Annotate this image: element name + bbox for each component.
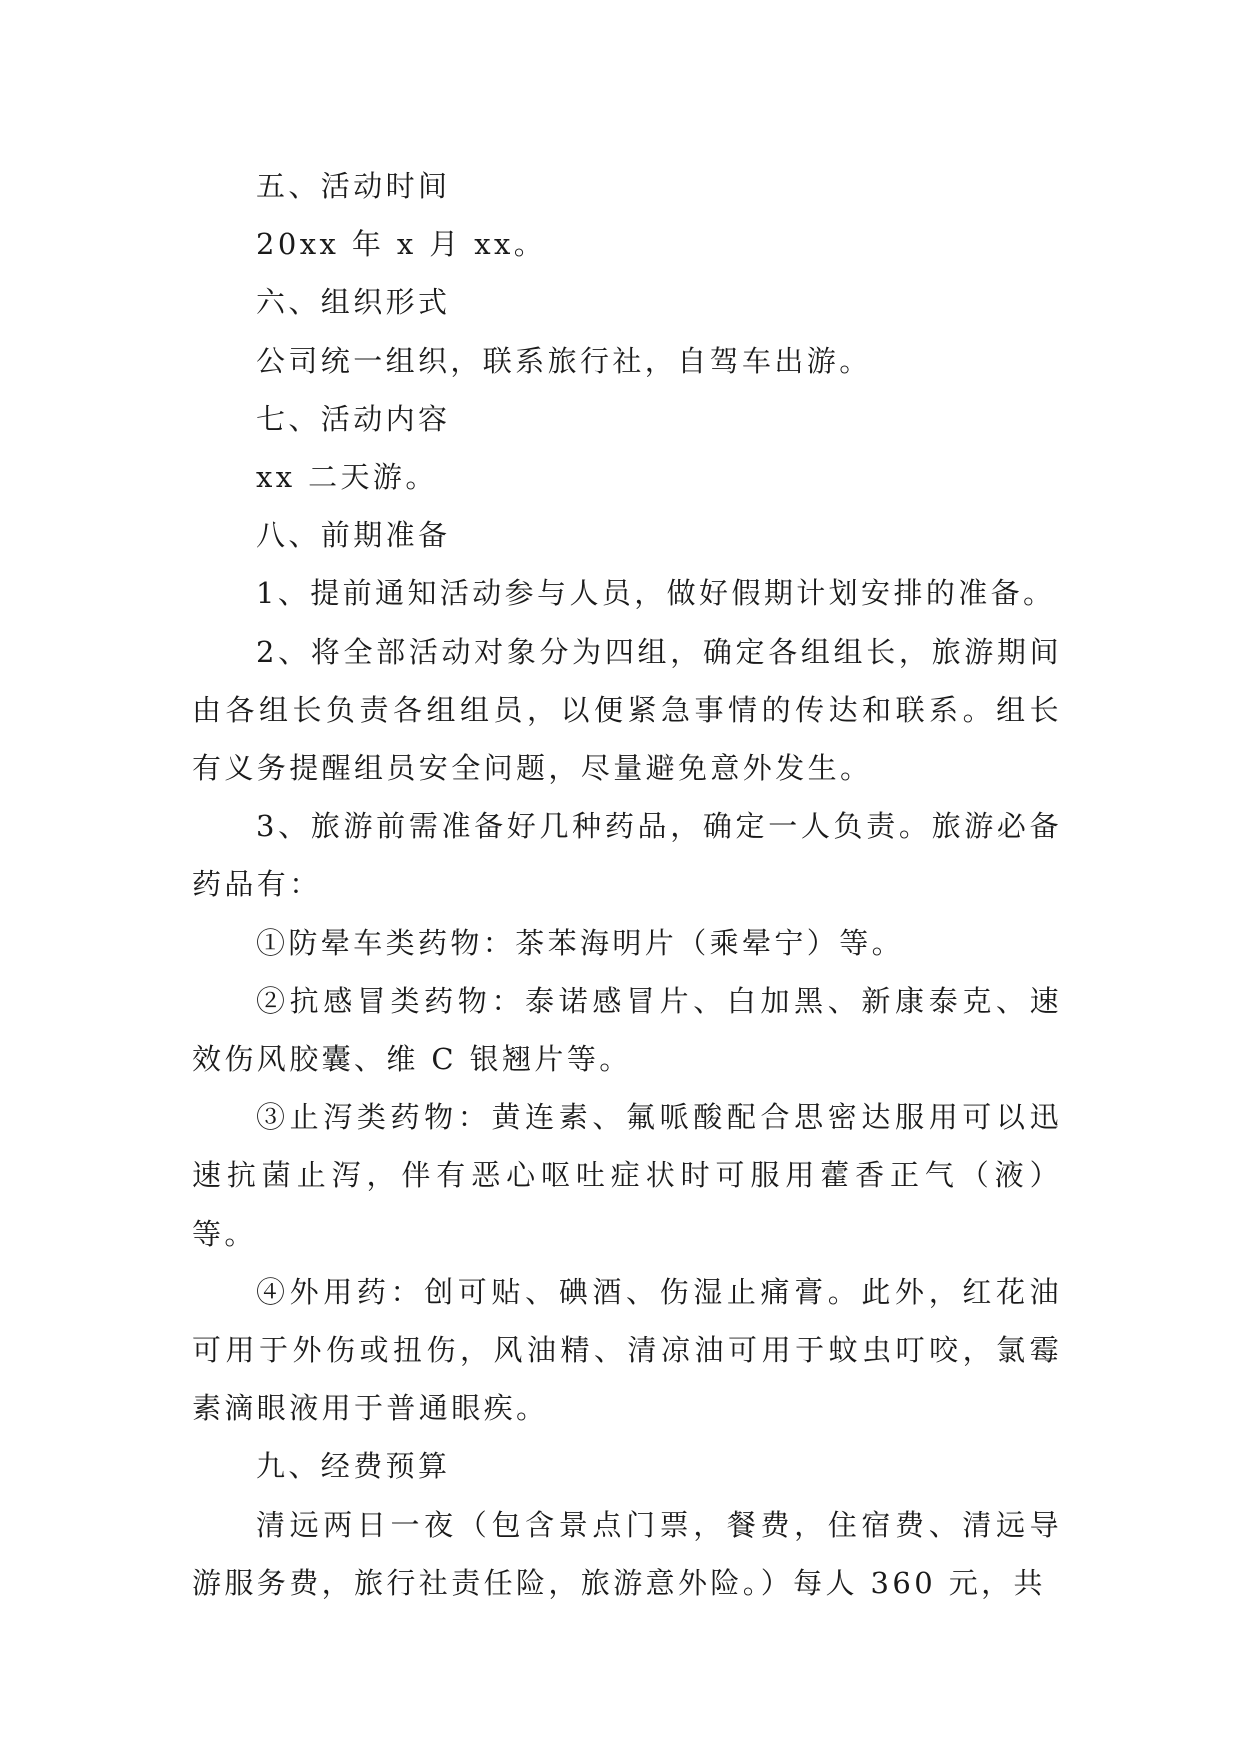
paragraph-prep-1: 1、提前通知活动参与人员，做好假期计划安排的准备。 [256, 576, 1056, 611]
paragraph-prep-3: 3、旅游前需准备好几种药品，确定一人负责。旅游必备药品有： [192, 809, 1062, 902]
heading-organization-form: 六、组织形式 [256, 285, 451, 320]
paragraph-medicine-3: ③止泻类药物：黄连素、氟哌酸配合思密达服用可以迅速抗菌止泻，伴有恶心呕吐症状时可服用藿香正气（液）等。 [192, 1100, 1062, 1251]
paragraph-activity-content: xx 二天游。 [256, 460, 438, 495]
paragraph-medicine-1: ①防晕车类药物：茶苯海明片（乘晕宁）等。 [256, 925, 905, 960]
heading-budget: 九、经费预算 [256, 1449, 451, 1484]
heading-preparation: 八、前期准备 [256, 518, 451, 553]
paragraph-prep-2: 2、将全部活动对象分为四组，确定各组组长，旅游期间由各组长负责各组组员，以便紧急事情的传达和联系。组长有义务提醒组员安全问题，尽量避免意外发生。 [192, 634, 1062, 786]
paragraph-activity-date: 20xx 年 x 月 xx。 [256, 227, 547, 262]
document-body [192, 157, 1062, 1612]
paragraph-medicine-2: ②抗感冒类药物：泰诺感冒片、白加黑、新康泰克、速效伤风胶囊、维 C 银翘片等。 [192, 983, 1062, 1077]
paragraph-medicine-4: ④外用药：创可贴、碘酒、伤湿止痛膏。此外，红花油可用于外伤或扭伤，风油精、清凉油可用于蚊虫叮咬，氯霉素滴眼液用于普通眼疾。 [192, 1274, 1062, 1426]
heading-activity-content: 七、活动内容 [256, 401, 451, 436]
heading-activity-time: 五、活动时间 [256, 169, 451, 203]
paragraph-budget: 清远两日一夜（包含景点门票，餐费，住宿费、清远导游服务费，旅行社责任险，旅游意外险。）每人 360 元，共 [192, 1507, 1062, 1600]
paragraph-organization: 公司统一组织，联系旅行社，自驾车出游。 [256, 343, 872, 378]
